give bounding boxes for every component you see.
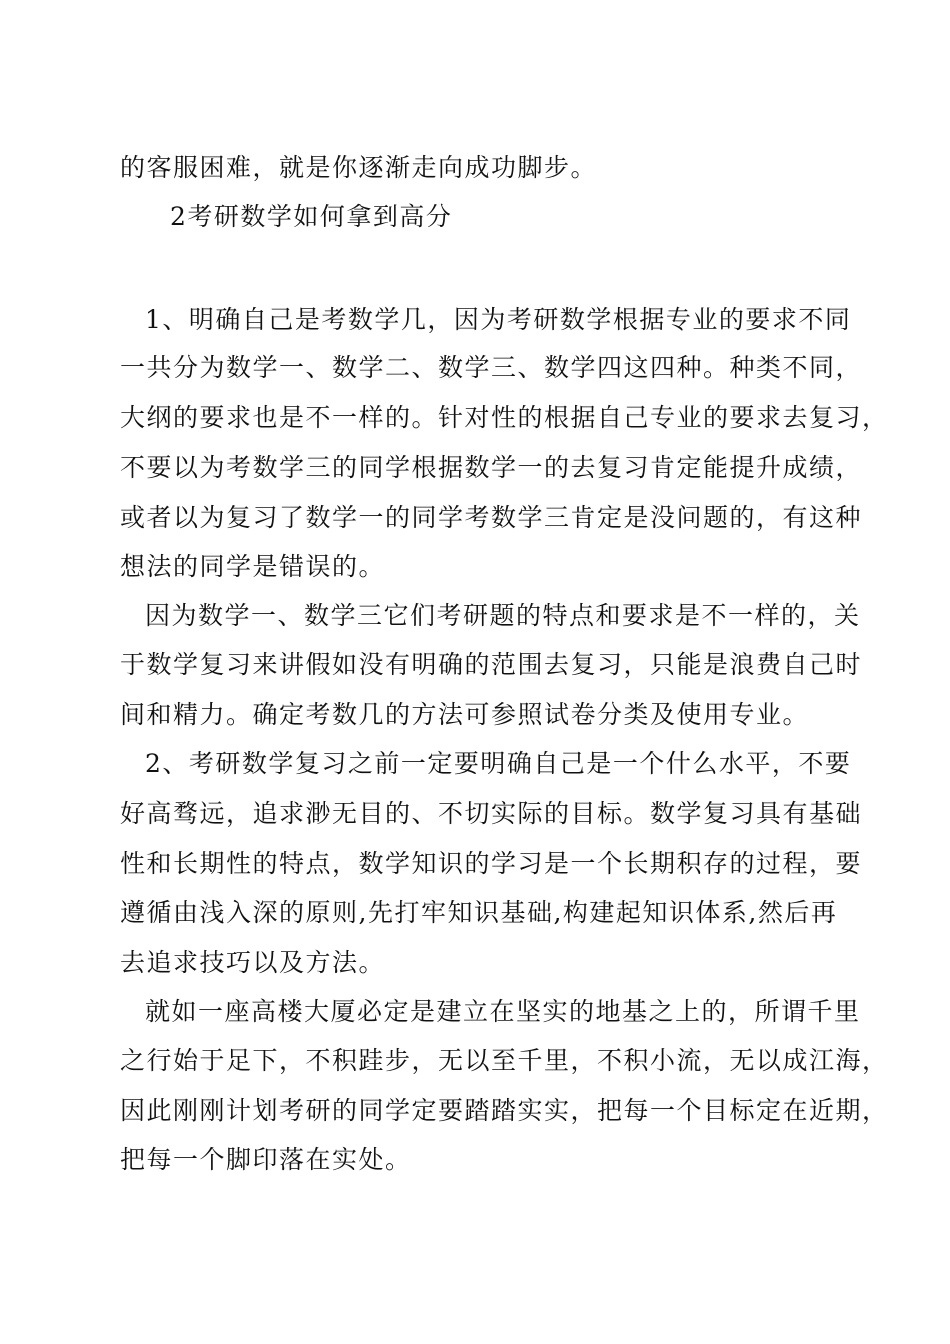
paragraph-2-line-2: 于数学复习来讲假如没有明确的范围去复习，只能是浪费自己时 xyxy=(120,650,863,679)
paragraph-4-line-4: 把每一个脚印落在实处。 xyxy=(120,1145,412,1174)
intro-text: 的客服困难，就是你逐渐走向成功脚步。 xyxy=(120,153,598,182)
paragraph-3-line-5: 去追求技巧以及方法。 xyxy=(120,948,386,977)
paragraph-3-line-1: 2、考研数学复习之前一定要明确自己是一个什么水平，不要 xyxy=(145,749,852,778)
paragraph-1-line-3: 大纲的要求也是不一样的。针对性的根据自己专业的要求去复习， xyxy=(120,403,889,432)
paragraph-4-line-3: 因此刚刚计划考研的同学定要踏踏实实，把每一个目标定在近期， xyxy=(120,1096,889,1125)
paragraph-1-line-4: 不要以为考数学三的同学根据数学一的去复习肯定能提升成绩， xyxy=(120,453,863,482)
paragraph-3-line-2: 好高骛远，追求渺无目的、不切实际的目标。数学复习具有基础 xyxy=(120,799,863,828)
paragraph-1-line-6: 想法的同学是错误的。 xyxy=(120,552,386,581)
section-heading: 2考研数学如何拿到高分 xyxy=(170,202,453,231)
paragraph-2-line-1: 因为数学一、数学三它们考研题的特点和要求是不一样的，关 xyxy=(145,601,861,630)
paragraph-1-line-2: 一共分为数学一、数学二、数学三、数学四这四种。种类不同， xyxy=(120,353,863,382)
paragraph-1-line-5: 或者以为复习了数学一的同学考数学三肯定是没问题的，有这种 xyxy=(120,503,863,532)
paragraph-1-line-1: 1、明确自己是考数学几，因为考研数学根据专业的要求不同 xyxy=(145,305,852,334)
paragraph-4-line-1: 就如一座高楼大厦必定是建立在坚实的地基之上的，所谓千里 xyxy=(145,997,861,1026)
paragraph-3-line-3: 性和长期性的特点，数学知识的学习是一个长期积存的过程，要 xyxy=(120,849,863,878)
paragraph-3-line-4: 遵循由浅入深的原则,先打牢知识基础,构建起知识体系,然后再 xyxy=(120,898,838,927)
paragraph-4-line-2: 之行始于足下，不积跬步，无以至千里，不积小流，无以成江海， xyxy=(120,1046,889,1075)
paragraph-2-line-3: 间和精力。确定考数几的方法可参照试卷分类及使用专业。 xyxy=(120,700,810,729)
